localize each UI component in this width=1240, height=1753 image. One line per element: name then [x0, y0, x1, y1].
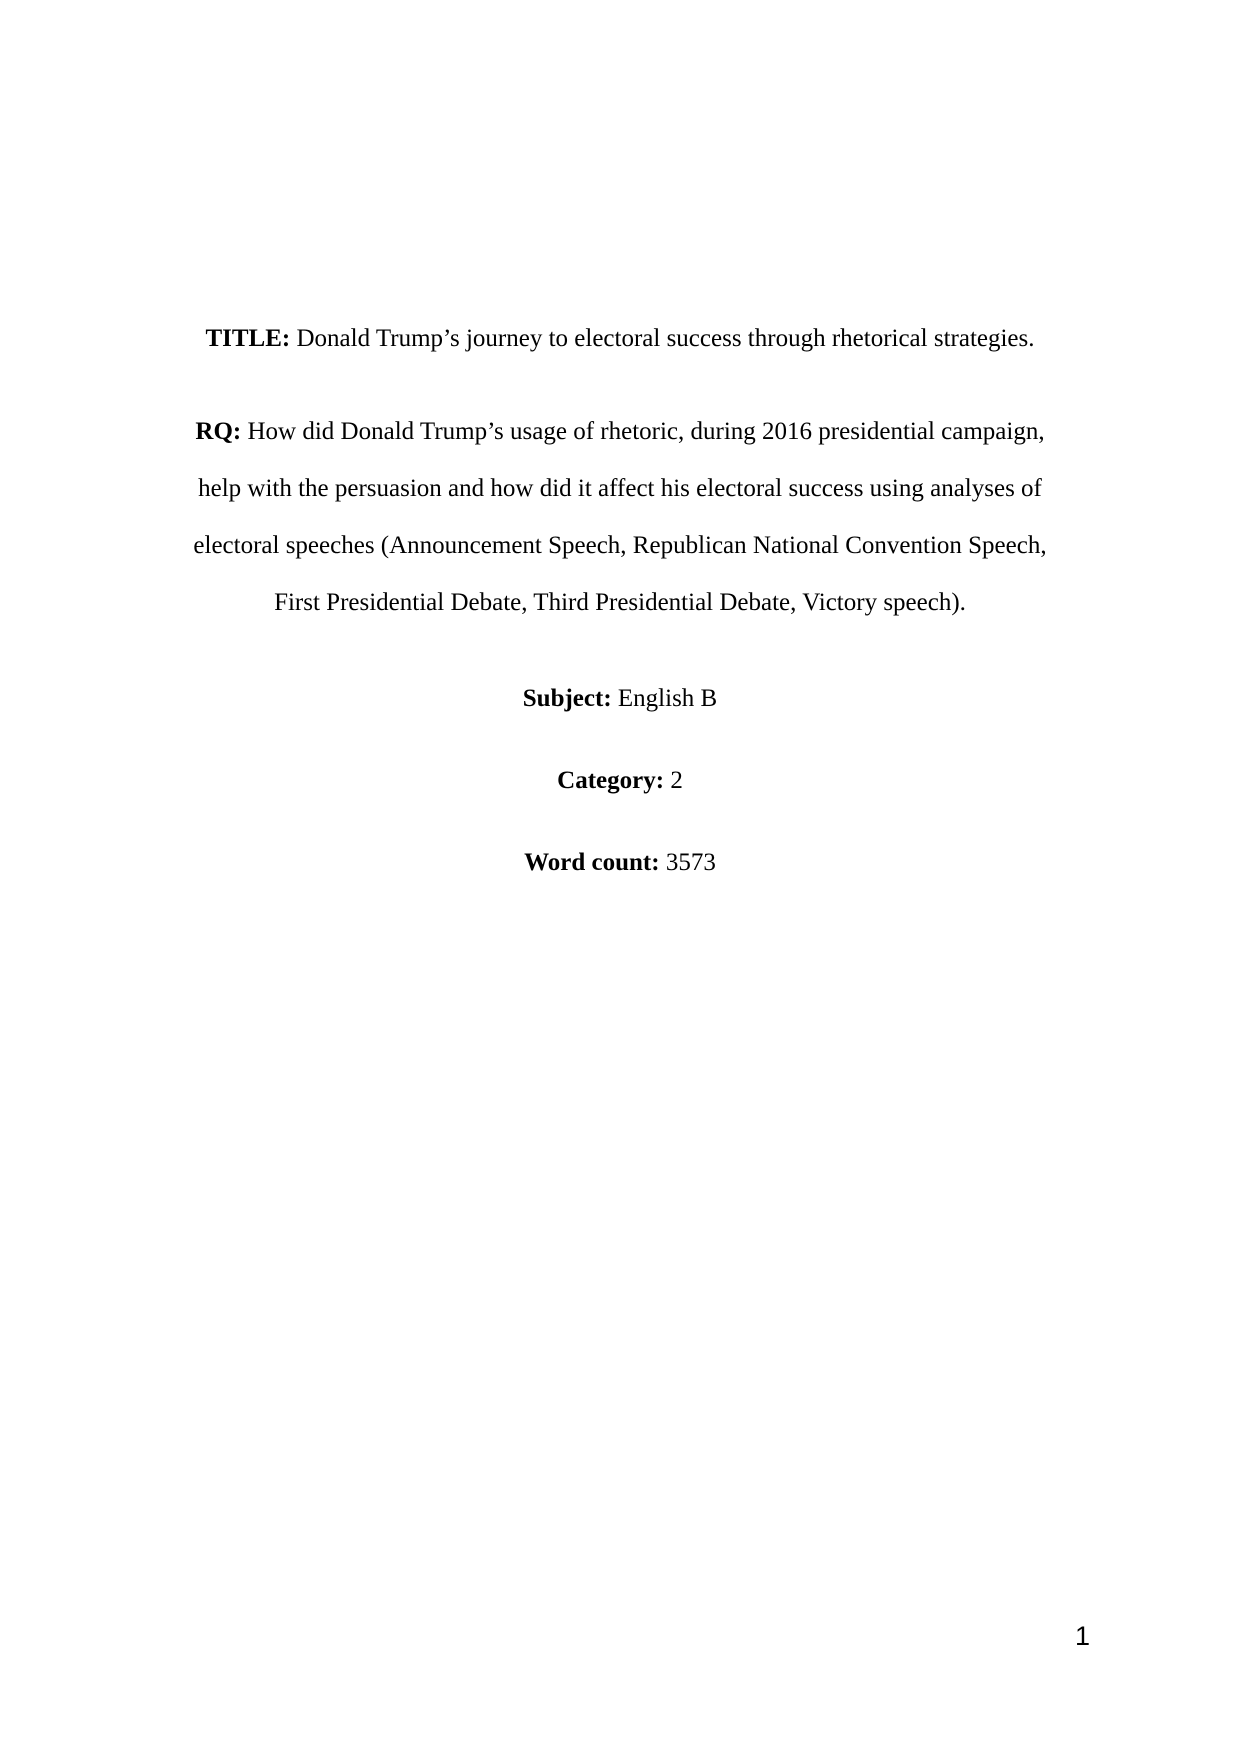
category-label: Category: [557, 767, 665, 794]
title-text: Donald Trump’s journey to electoral success through rhetorical strategies. [296, 325, 1035, 352]
word-count-label: Word count: [524, 849, 660, 876]
rq-label: RQ: [195, 418, 242, 445]
rq-line-4: First Presidential Debate, Third Presidential Debate, Victory speech). [274, 589, 966, 616]
rq-line-1-text: How did Donald Trump’s usage of rhetoric, during 2016 presidential campaign, [247, 418, 1045, 445]
page-number: 1 [1074, 1621, 1090, 1651]
rq-line-2: help with the persuasion and how did it affect his electoral success using analyses of [198, 475, 1042, 502]
research-question [148, 403, 1092, 631]
subject-field [148, 670, 1092, 727]
rq-line-1 [148, 403, 1092, 460]
rq-line-3: electoral speeches (Announcement Speech, Republican National Convention Speech, [193, 532, 1047, 559]
subject-value: English B [617, 685, 718, 712]
category-value: 2 [670, 767, 683, 794]
subject-label: Subject: [522, 685, 612, 712]
category-field [148, 752, 1092, 809]
document-title [148, 310, 1092, 367]
word-count-field [148, 834, 1092, 891]
title-label: TITLE: [205, 325, 291, 352]
word-count-value: 3573 [665, 849, 716, 876]
